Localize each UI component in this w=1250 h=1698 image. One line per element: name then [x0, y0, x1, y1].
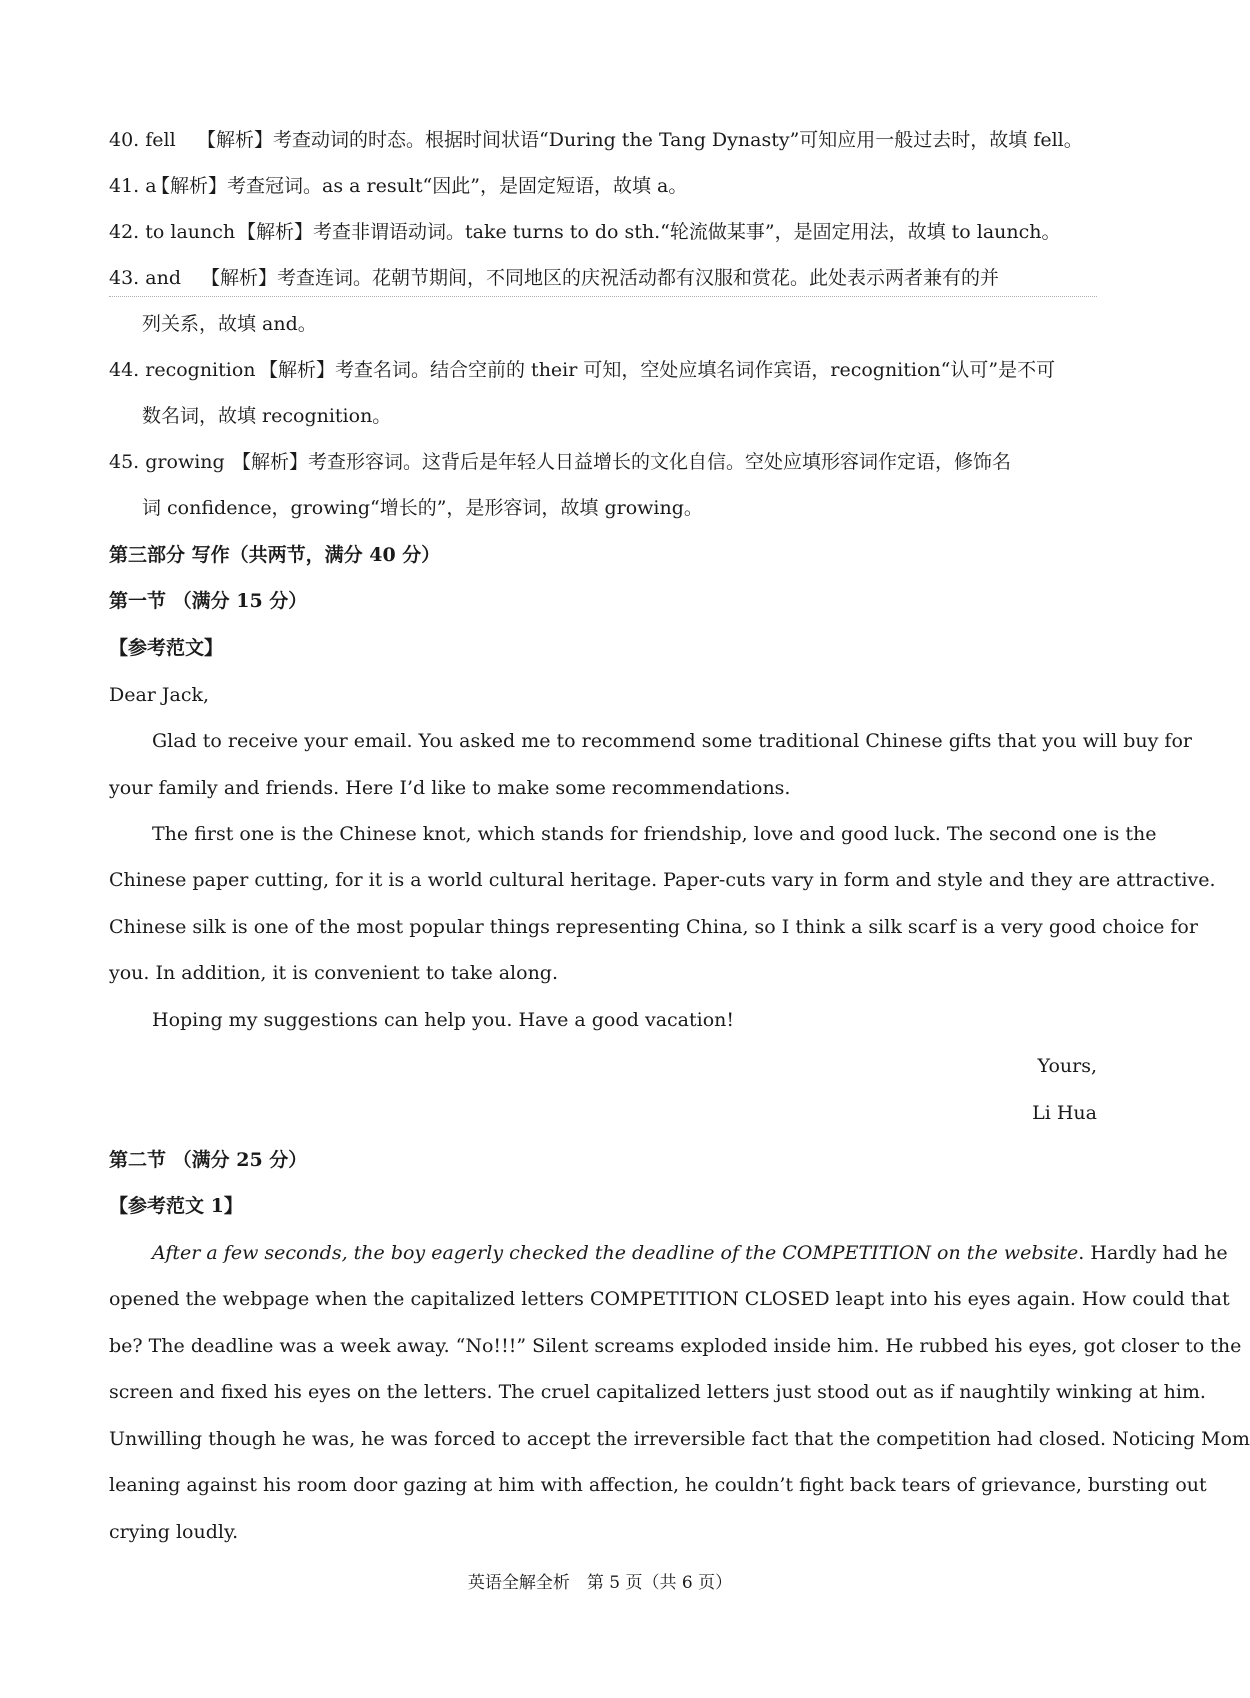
page-footer: 英语全解全析 第 5 页（共 6 页）	[467, 1573, 733, 1593]
answer-44-continuation: 数名词，故填 recognition。	[142, 405, 392, 427]
analysis-tag: 【解析】	[259, 359, 336, 381]
story-line: leaning against his room door gazing at him with affection, he couldn’t fight back tears of grievance, bursting out	[109, 1474, 1207, 1496]
answer-text: 考查动词的时态。根据时间状语“During the Tang Dynasty”可知应用一般过去时，故填 fell。	[273, 129, 1083, 151]
answer-44	[109, 358, 1097, 382]
analysis-tag: 【解析】	[197, 129, 274, 151]
letter-line: Glad to receive your email. You asked me to recommend some traditional Chinese gifts that you will buy for	[152, 730, 1192, 752]
answer-text: 考查连词。花朝节期间，不同地区的庆祝活动都有汉服和赏花。此处表示两者兼有的并	[277, 267, 1000, 289]
letter-salutation: Dear Jack,	[109, 684, 210, 706]
answer-number: 45. growing	[109, 451, 225, 473]
answer-40	[109, 128, 1097, 152]
story-line: be? The deadline was a week away. “No!!!” Silent screams exploded inside him. He rubbed his eyes, got closer to the	[109, 1335, 1242, 1357]
section1-model-label: 【参考范文】	[109, 637, 224, 659]
answer-number: 40. fell	[109, 129, 176, 151]
answer-43-continuation: 列关系，故填 and。	[142, 313, 317, 335]
part3-title: 第三部分 写作（共两节，满分 40 分）	[109, 544, 441, 566]
letter-signature: Li Hua	[1032, 1102, 1097, 1124]
analysis-tag: 【解析】	[151, 175, 228, 197]
letter-line: Chinese silk is one of the most popular things representing China, so I think a silk scarf is a very good choice for	[109, 916, 1198, 938]
story-line: screen and fixed his eyes on the letters. The cruel capitalized letters just stood out as if naughtily winking at him.	[109, 1381, 1206, 1403]
letter-closing: Yours,	[1037, 1055, 1097, 1077]
story-line: crying loudly.	[109, 1521, 239, 1543]
answer-45-continuation: 词 confidence，growing“增长的”，是形容词，故填 growing。	[142, 497, 703, 519]
answer-text: 考查形容词。这背后是年轻人日益增长的文化自信。空处应填形容词作定语，修饰名	[308, 451, 1012, 473]
answer-42	[109, 220, 1097, 244]
answer-43	[109, 266, 1097, 290]
section2-title: 第二节 （满分 25 分）	[109, 1149, 308, 1171]
answer-number: 41. a	[109, 175, 157, 197]
answer-45	[109, 450, 1097, 474]
answer-number: 44. recognition	[109, 359, 256, 381]
letter-line: Chinese paper cutting, for it is a world cultural heritage. Paper-cuts vary in form and style and they are attractive.	[109, 869, 1216, 891]
answer-number: 43. and	[109, 267, 181, 289]
story-line: opened the webpage when the capitalized letters COMPETITION CLOSED leapt into his eyes again. How could that	[109, 1288, 1230, 1310]
answer-41	[109, 174, 1097, 198]
answer-text: 考查非谓语动词。take turns to do sth.“轮流做某事”，是固定用法，故填 to launch。	[313, 221, 1061, 243]
story-line: Unwilling though he was, he was forced to accept the irreversible fact that the competition had closed. Noticing Mom	[109, 1428, 1250, 1450]
letter-line: you. In addition, it is convenient to take along.	[109, 962, 559, 984]
letter-line: Hoping my suggestions can help you. Have a good vacation!	[152, 1009, 735, 1031]
story-first-rest: . Hardly had he	[1078, 1242, 1228, 1264]
dotted-divider	[109, 296, 1097, 297]
analysis-tag: 【解析】	[237, 221, 314, 243]
section2-model-label: 【参考范文 1】	[109, 1195, 243, 1217]
answer-number: 42. to launch	[109, 221, 236, 243]
story-first-line	[152, 1241, 1228, 1265]
analysis-tag: 【解析】	[201, 267, 278, 289]
story-given-sentence: After a few seconds, the boy eagerly checked the deadline of the COMPETITION on the website	[152, 1242, 1079, 1264]
section1-title: 第一节 （满分 15 分）	[109, 590, 308, 612]
analysis-tag: 【解析】	[232, 451, 309, 473]
letter-line: your family and friends. Here I’d like to make some recommendations.	[109, 777, 791, 799]
answer-text: 考查冠词。as a result“因此”，是固定短语，故填 a。	[227, 175, 688, 197]
answer-text: 考查名词。结合空前的 their 可知，空处应填名词作宾语，recognition“认可”是不可	[335, 359, 1056, 381]
letter-line: The first one is the Chinese knot, which stands for friendship, love and good luck. The second one is the	[152, 823, 1157, 845]
